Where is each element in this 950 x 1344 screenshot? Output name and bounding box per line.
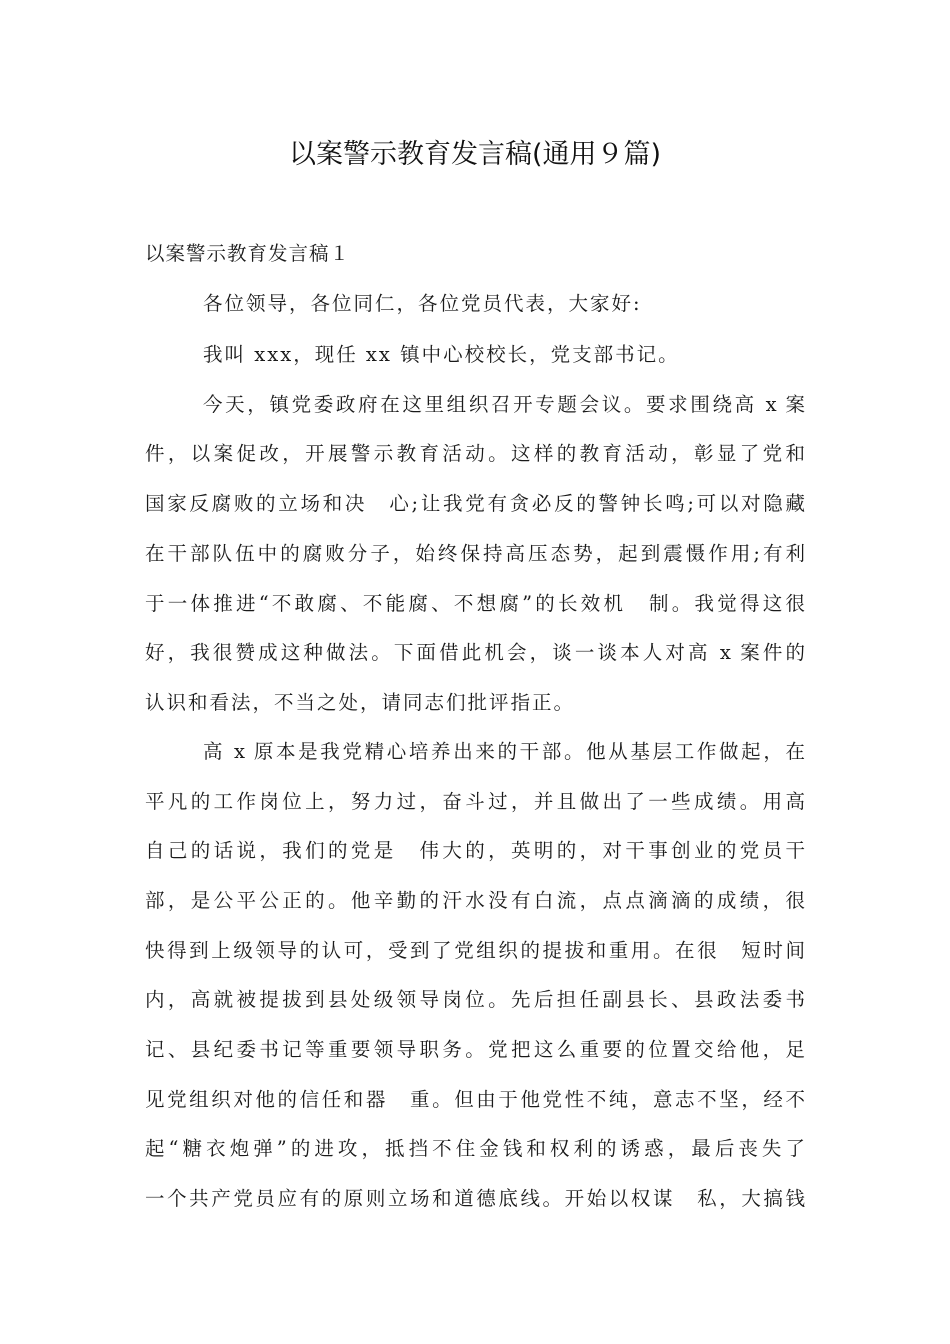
- paragraph-line: 认识和看法，不当之处，请同志们批评指正。: [145, 691, 576, 714]
- paragraph-line: 国家反腐败的立场和决 心;让我党有贪必反的警钟长鸣;可以对隐藏: [145, 492, 805, 515]
- paragraph-line: 好，我很赞成这种做法。下面借此机会，谈一谈本人对高 x 案件的: [145, 641, 805, 664]
- paragraph-line: 在干部队伍中的腐败分子，始终保持高压态势，起到震慑作用;有利: [145, 542, 805, 565]
- paragraph-line: 见党组织对他的信任和器 重。但由于他党性不纯，意志不坚，经不: [145, 1088, 805, 1111]
- paragraph-line: 起“糖衣炮弹”的进攻，抵挡不住金钱和权利的诱惑，最后丧失了: [145, 1137, 805, 1160]
- paragraph-line: 今天，镇党委政府在这里组织召开专题会议。要求围绕高 x 案: [203, 393, 805, 416]
- paragraph-line: 部，是公平公正的。他辛勤的汗水没有白流，点点滴滴的成绩，很: [145, 889, 805, 912]
- paragraph-line: 自己的话说，我们的党是 伟大的，英明的，对干事创业的党员干: [145, 839, 805, 862]
- section-heading: 以案警示教育发言稿１: [145, 242, 351, 265]
- paragraph-line: 一个共产党员应有的原则立场和道德底线。开始以权谋 私，大搞钱: [145, 1187, 805, 1210]
- document-title: 以案警示教育发言稿(通用９篇): [288, 139, 662, 170]
- paragraph-line: 平凡的工作岗位上，努力过，奋斗过，并且做出了一些成绩。用高: [145, 790, 805, 813]
- paragraph-line: 记、县纪委书记等重要领导职务。党把这么重要的位置交给他，足: [145, 1038, 805, 1061]
- paragraph-line: 于一体推进“不敢腐、不能腐、不想腐”的长效机 制。我觉得这很: [145, 592, 805, 615]
- paragraph-line: 我叫 xxx，现任 xx 镇中心校校长，党支部书记。: [203, 343, 680, 366]
- paragraph-line: 各位领导，各位同仁，各位党员代表，大家好:: [203, 292, 642, 315]
- paragraph-line: 高 x 原本是我党精心培养出来的干部。他从基层工作做起，在: [203, 740, 805, 763]
- paragraph-line: 件，以案促改，开展警示教育活动。这样的教育活动，彰显了党和: [145, 442, 805, 465]
- paragraph-line: 快得到上级领导的认可，受到了党组织的提拔和重用。在很 短时间: [145, 939, 805, 962]
- paragraph-line: 内，高就被提拔到县处级领导岗位。先后担任副县长、县政法委书: [145, 988, 805, 1011]
